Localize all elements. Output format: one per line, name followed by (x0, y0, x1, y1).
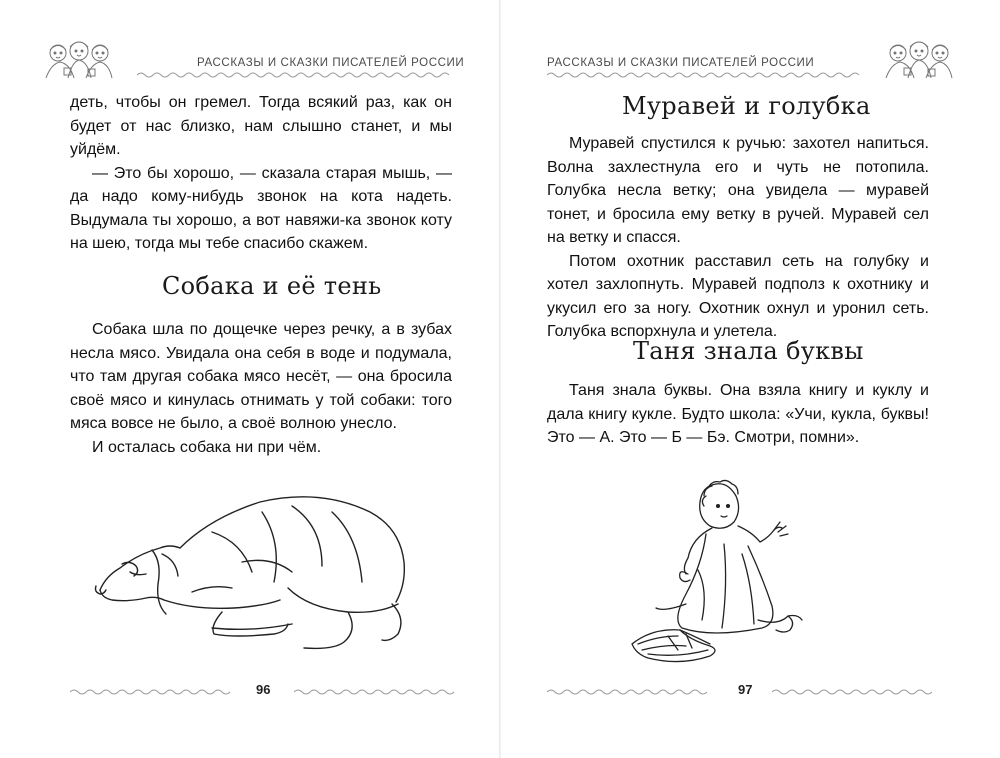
page-number: 96 (256, 682, 271, 697)
girl-with-book-illustration (628, 474, 828, 674)
running-head: РАССКАЗЫ И СКАЗКИ ПИСАТЕЛЕЙ РОССИИ (547, 57, 815, 69)
footer-wave-right (294, 688, 454, 696)
story-title-dog: Собака и её тень (162, 272, 382, 300)
story-text-dog (70, 318, 452, 459)
footer-wave-left (547, 688, 707, 696)
children-emblem-icon (44, 38, 114, 80)
story-text-ant (547, 132, 929, 344)
footer-wave-left (70, 688, 230, 696)
page-number: 97 (738, 682, 753, 697)
sleeping-dog-illustration (92, 492, 422, 652)
header-wave-rule (137, 71, 455, 79)
header-wave-rule (547, 71, 865, 79)
paragraph: Муравей спустился к ручью: захотел напиться. Волна захлестнула его и чуть не потопила. Голубка несла ветку; она увидела — муравей тонет, и бросила ему ветку в ручей. Муравей сел на ветку и спасся. (547, 135, 929, 246)
continuation-text (70, 91, 452, 256)
running-head: РАССКАЗЫ И СКАЗКИ ПИСАТЕЛЕЙ РОССИИ (197, 57, 465, 69)
story-title-ant: Муравей и голубка (622, 92, 871, 120)
paragraph: Потом охотник расставил сеть на голубку и хотел захлопнуть. Муравей подполз к охотнику и укусил его за ногу. Охотник охнул и уронил сеть. Голубка вспорхнула и улетела. (547, 252, 929, 340)
paragraph: Таня знала буквы. Она взяла книгу и куклу и дала книгу кукле. Будто школа: «Учи, кукла, буквы! Это — А. Это — Б — Бэ. Смотри, помни». (547, 382, 929, 446)
paragraph: Собака шла по дощечке через речку, а в зубах несла мясо. Увидала она себя в воде и подумала, что там другая собака мясо несёт, — она бросила своё мясо и кинулась отнимать у той собаки: того мяса вовсе не было, а своё волною унесло. (70, 321, 452, 432)
story-title-tanya: Таня знала буквы (633, 337, 864, 365)
paragraph: И осталась собака ни при чём. (92, 438, 322, 456)
children-emblem-icon (884, 38, 954, 80)
story-text-tanya (547, 379, 929, 450)
right-page (500, 0, 1000, 758)
footer-wave-right (772, 688, 932, 696)
paragraph: — Это бы хорошо, — сказала старая мышь, — да надо кому-нибудь звонок на кота надеть. Выдумала ты хорошо, а вот навяжи-ка звонок коту на шею, тогда мы тебе спасибо скажем. (70, 164, 452, 252)
paragraph: деть, чтобы он гремел. Тогда всякий раз, как он будет от нас близко, нам слышно станет, и мы уйдём. (70, 94, 452, 158)
